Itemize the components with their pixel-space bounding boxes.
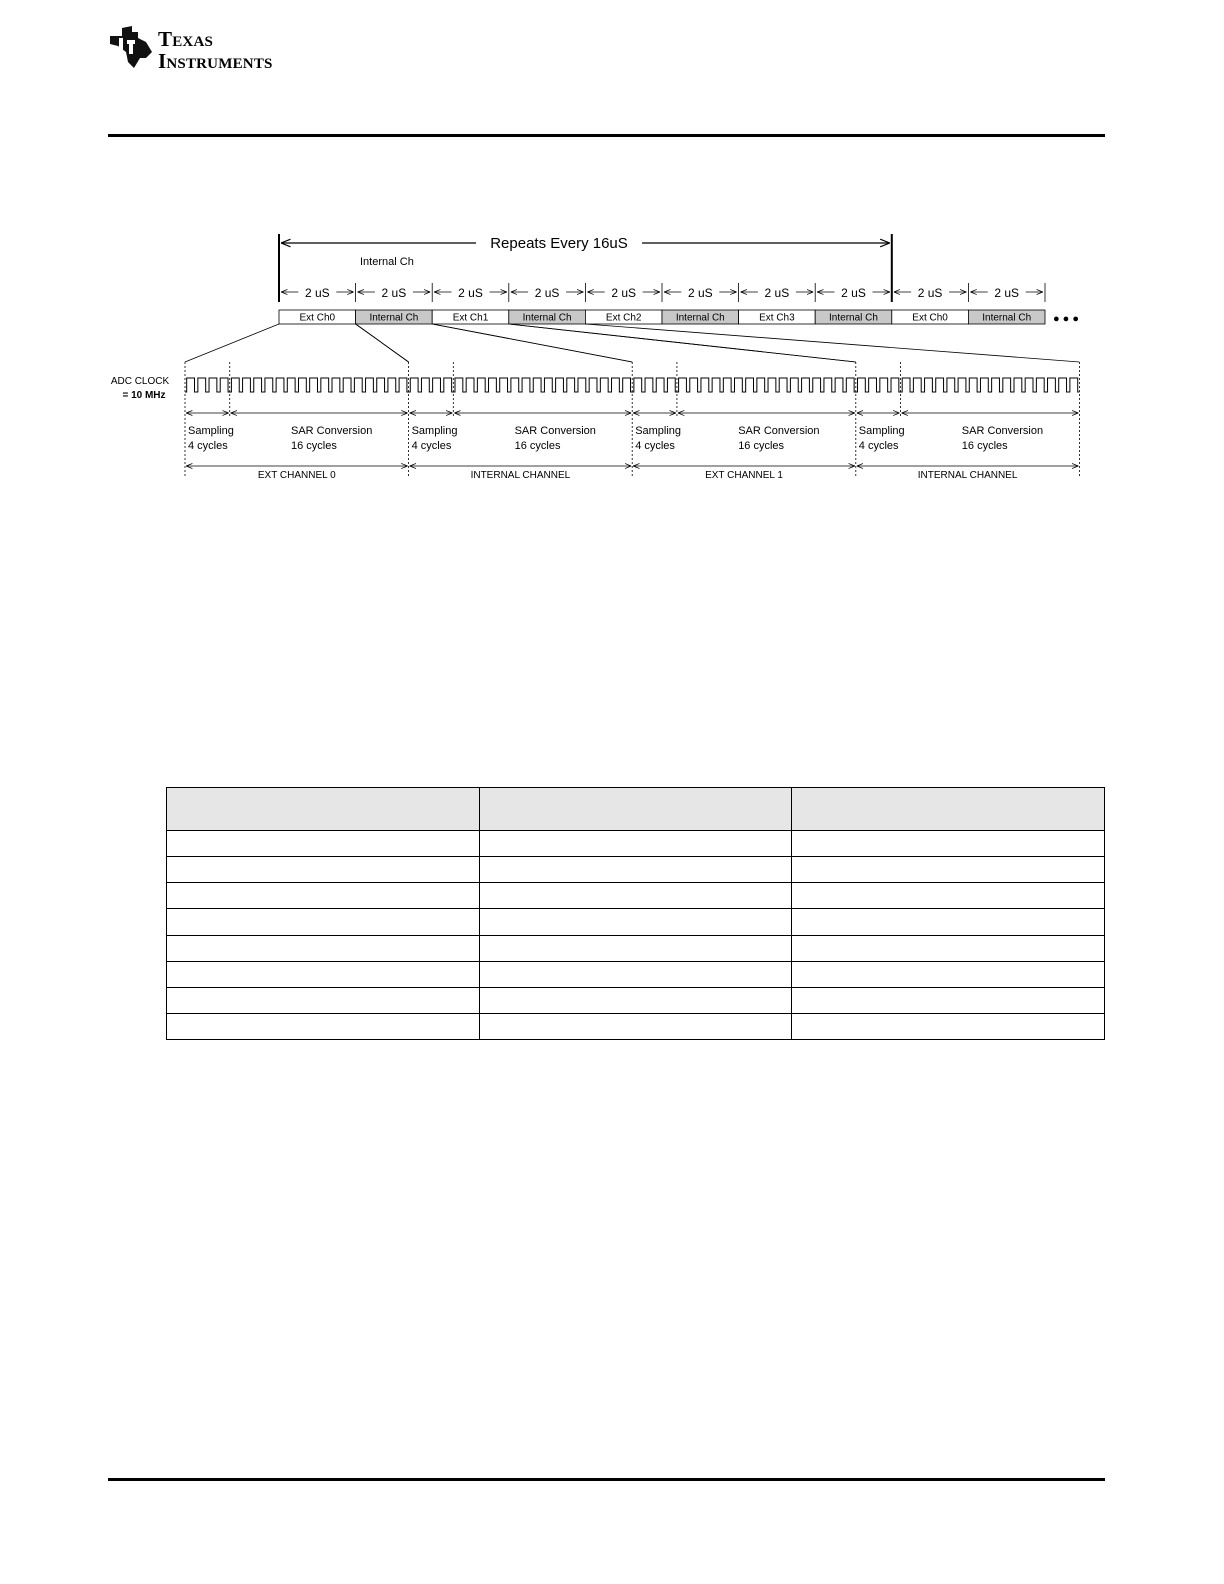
table-row <box>167 1013 1105 1039</box>
slot-label: Ext Ch0 <box>912 312 948 324</box>
conversion-label: SAR Conversion <box>738 425 820 437</box>
slot-label: Ext Ch1 <box>452 312 489 324</box>
table-header-cell <box>167 788 480 831</box>
table-row <box>167 935 1105 961</box>
table-row <box>167 987 1105 1013</box>
slot-duration-label: 2 uS <box>611 286 637 300</box>
conversion-cycles-label: 16 cycles <box>738 440 785 452</box>
table-cell <box>792 909 1105 935</box>
channel-block-label: INTERNAL CHANNEL <box>470 470 571 481</box>
data-table <box>166 787 1105 1040</box>
zoom-line-right <box>585 324 1079 362</box>
table-row <box>167 909 1105 935</box>
slot-label: Internal Ch <box>982 312 1032 324</box>
conversion-cycles-label: 16 cycles <box>291 440 337 452</box>
table-cell <box>792 935 1105 961</box>
footer-rule <box>108 1478 1105 1481</box>
table-cell <box>792 831 1105 857</box>
conversion-cycles-label: 16 cycles <box>514 440 561 452</box>
table-header-cell <box>792 788 1105 831</box>
table-row <box>167 883 1105 909</box>
table-cell <box>479 883 792 909</box>
table-cell <box>167 935 480 961</box>
sampling-cycles-label: 4 cycles <box>635 440 675 452</box>
slot-duration-label: 2 uS <box>304 286 330 300</box>
company-line-2: INSTRUMENTS <box>158 49 273 73</box>
adc-timing-diagram <box>0 0 1224 500</box>
slot-duration-label: 2 uS <box>458 286 483 300</box>
sampling-cycles-label: 4 cycles <box>411 440 452 452</box>
table-cell <box>479 909 792 935</box>
continuation-dots: ● ● ● <box>1052 313 1080 325</box>
clock-label: ADC CLOCK <box>110 376 170 387</box>
slot-label: Internal Ch <box>522 312 572 324</box>
slot-label: Internal Ch <box>829 312 878 324</box>
conversion-label: SAR Conversion <box>291 425 373 437</box>
zoom-line-left <box>356 324 409 362</box>
slot-duration-label: 2 uS <box>687 286 713 300</box>
table-cell <box>479 1013 792 1039</box>
sampling-cycles-label: 4 cycles <box>858 440 899 452</box>
company-line-1: TEXAS <box>158 27 214 51</box>
channel-block-label: EXT CHANNEL 1 <box>705 470 783 481</box>
sampling-cycles-label: 4 cycles <box>188 440 228 452</box>
internal-ch-annotation: Internal Ch <box>360 256 414 268</box>
table-cell <box>792 857 1105 883</box>
slot-duration-label: 2 uS <box>534 286 560 300</box>
table-row <box>167 857 1105 883</box>
table-cell <box>479 987 792 1013</box>
zoom-line-left <box>432 324 632 362</box>
table-cell <box>479 961 792 987</box>
channel-block-label: INTERNAL CHANNEL <box>917 470 1018 481</box>
sampling-label: Sampling <box>411 425 458 437</box>
table-cell <box>792 883 1105 909</box>
sampling-label: Sampling <box>188 425 234 437</box>
table-cell <box>792 961 1105 987</box>
conversion-cycles-label: 16 cycles <box>961 440 1008 452</box>
clock-rate-label: = 10 MHz <box>122 390 166 401</box>
table-cell <box>167 961 480 987</box>
table-cell <box>792 987 1105 1013</box>
adc-clock-waveform <box>185 378 1079 392</box>
conversion-label: SAR Conversion <box>961 425 1044 437</box>
slot-duration-label: 2 uS <box>841 286 866 300</box>
repeat-label: Repeats Every 16uS <box>490 235 628 252</box>
table-cell <box>479 831 792 857</box>
table-cell <box>167 883 480 909</box>
slot-duration-label: 2 uS <box>381 286 407 300</box>
table-cell <box>167 987 480 1013</box>
sampling-label: Sampling <box>635 425 682 437</box>
table-cell <box>167 1013 480 1039</box>
table-cell <box>167 831 480 857</box>
table-cell <box>167 909 480 935</box>
slot-duration-label: 2 uS <box>917 286 943 300</box>
slot-duration-label: 2 uS <box>994 286 1020 300</box>
zoom-line-left <box>509 324 856 362</box>
slot-duration-label: 2 uS <box>764 286 790 300</box>
table-cell <box>792 1013 1105 1039</box>
table-cell <box>479 857 792 883</box>
zoom-line-left <box>185 324 279 362</box>
slot-label: Internal Ch <box>369 312 419 324</box>
slot-label: Internal Ch <box>675 312 725 324</box>
table-cell <box>167 857 480 883</box>
table-row <box>167 831 1105 857</box>
slot-label: Ext Ch2 <box>605 312 642 324</box>
slot-label: Ext Ch3 <box>759 312 795 324</box>
table-row <box>167 961 1105 987</box>
sampling-label: Sampling <box>858 425 905 437</box>
conversion-label: SAR Conversion <box>514 425 596 437</box>
slot-label: Ext Ch0 <box>299 312 336 324</box>
channel-block-label: EXT CHANNEL 0 <box>257 470 336 481</box>
table-header-cell <box>479 788 792 831</box>
table-header-row <box>167 788 1105 831</box>
table-cell <box>479 935 792 961</box>
